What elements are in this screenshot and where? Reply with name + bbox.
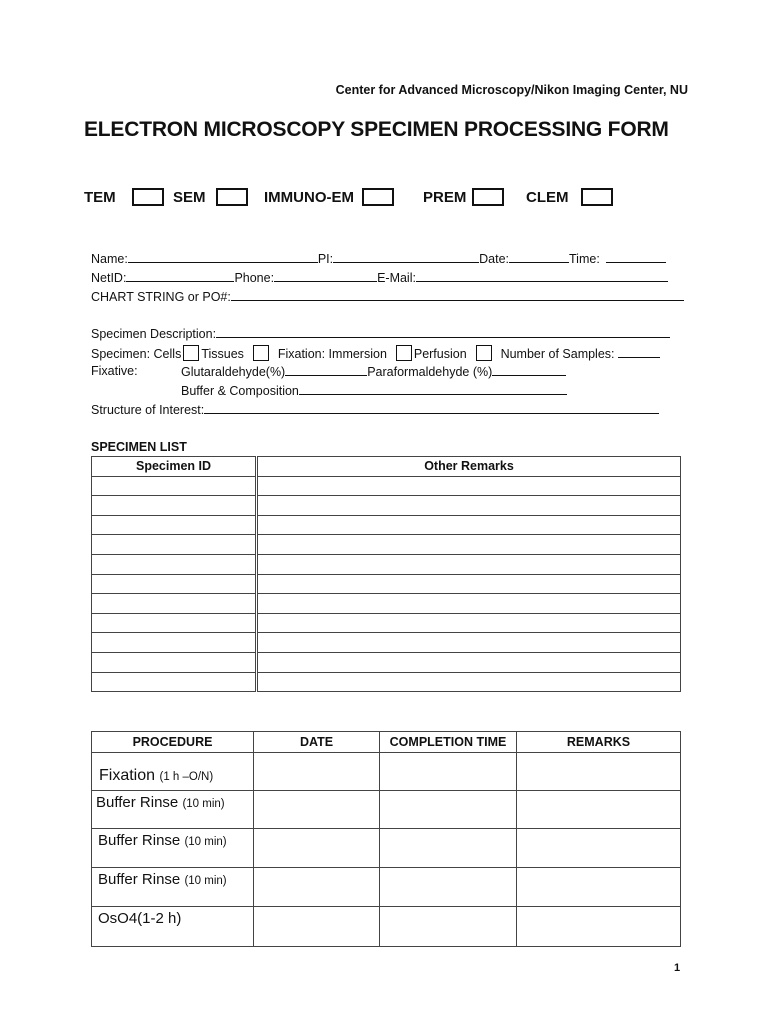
specimen-list-title: SPECIMEN LIST: [91, 440, 187, 454]
table-row: [92, 613, 681, 633]
buffer-composition-field[interactable]: [299, 383, 567, 395]
table-row: [92, 907, 681, 947]
structure-of-interest-label: Structure of Interest:: [91, 403, 205, 417]
remarks-header: REMARKS: [517, 732, 681, 753]
tem-checkbox[interactable]: [132, 188, 164, 206]
email-field[interactable]: [416, 270, 668, 282]
remarks-cell[interactable]: [257, 652, 681, 672]
specimen-id-cell[interactable]: [92, 554, 257, 574]
procedure-name: Buffer Rinse: [98, 832, 181, 849]
structure-of-interest-field[interactable]: [204, 402, 659, 414]
netid-field[interactable]: [126, 270, 234, 282]
date-cell[interactable]: [254, 829, 380, 868]
number-of-samples-label: Number of Samples:: [500, 347, 615, 361]
email-label: E-Mail:: [377, 271, 416, 285]
date-cell[interactable]: [254, 791, 380, 829]
type-label-tem: TEM: [84, 188, 116, 206]
table-row: [92, 791, 681, 829]
completion-time-cell[interactable]: [380, 829, 517, 868]
procedure-duration: (10 min): [184, 836, 227, 848]
immersion-checkbox[interactable]: [396, 345, 412, 361]
procedure-name: Fixation: [99, 767, 156, 784]
procedure-header: PROCEDURE: [92, 732, 254, 753]
date-header: DATE: [254, 732, 380, 753]
paraformaldehyde-field[interactable]: [492, 364, 566, 376]
procedure-duration: (10 min): [182, 798, 225, 810]
phone-label: Phone:: [234, 271, 275, 285]
specimen-id-cell[interactable]: [92, 496, 257, 516]
procedure-cell: [92, 791, 254, 829]
specimen-id-header: Specimen ID: [92, 457, 257, 477]
table-row: [92, 476, 681, 496]
remarks-cell[interactable]: [257, 476, 681, 496]
completion-time-cell[interactable]: [380, 868, 517, 907]
number-of-samples-field[interactable]: [618, 346, 660, 358]
procedure-name: OsO4(1-2 h): [98, 910, 182, 927]
date-cell[interactable]: [254, 868, 380, 907]
specimen-id-cell[interactable]: [92, 672, 257, 692]
sem-checkbox[interactable]: [216, 188, 248, 206]
chart-string-field[interactable]: [231, 289, 684, 301]
remarks-cell[interactable]: [517, 829, 681, 868]
type-label-prem: PREM: [423, 188, 467, 206]
specimen-id-cell[interactable]: [92, 476, 257, 496]
name-field[interactable]: [128, 251, 318, 263]
procedure-cell: [92, 868, 254, 907]
paraformaldehyde-label: Paraformaldehyde (%): [367, 365, 493, 379]
completion-time-cell[interactable]: [380, 753, 517, 791]
procedure-table: [91, 731, 681, 947]
remarks-cell[interactable]: [517, 868, 681, 907]
pi-field[interactable]: [333, 251, 479, 263]
other-remarks-header: Other Remarks: [257, 457, 681, 477]
remarks-cell[interactable]: [517, 753, 681, 791]
buffer-composition-label: Buffer & Composition: [181, 384, 299, 398]
cells-checkbox[interactable]: [183, 345, 199, 361]
table-row: [92, 574, 681, 594]
specimen-id-cell[interactable]: [92, 594, 257, 614]
time-field[interactable]: [606, 251, 666, 263]
date-field[interactable]: [509, 251, 569, 263]
completion-time-cell[interactable]: [380, 791, 517, 829]
specimen-id-cell[interactable]: [92, 515, 257, 535]
specimen-id-cell[interactable]: [92, 574, 257, 594]
procedure-cell: [92, 753, 254, 791]
type-label-clem: CLEM: [526, 188, 569, 206]
type-label-immuno-em: IMMUNO-EM: [264, 188, 354, 206]
procedure-cell: [92, 907, 254, 947]
procedure-header-row: [92, 732, 681, 753]
completion-time-cell[interactable]: [380, 907, 517, 947]
prem-checkbox[interactable]: [472, 188, 504, 206]
specimen-id-cell[interactable]: [92, 652, 257, 672]
specimen-list-header-row: [92, 457, 681, 477]
name-label: Name:: [91, 252, 128, 266]
fixation-immersion-label: Fixation: Immersion: [277, 347, 387, 361]
specimen-list-table: [91, 456, 681, 692]
specimen-id-cell[interactable]: [92, 613, 257, 633]
remarks-cell[interactable]: [517, 791, 681, 829]
tissues-checkbox[interactable]: [253, 345, 269, 361]
procedure-duration: (10 min): [184, 875, 227, 887]
table-row: [92, 652, 681, 672]
table-row: [92, 594, 681, 614]
chart-string-label: CHART STRING or PO#:: [91, 290, 231, 304]
netid-label: NetID:: [91, 271, 127, 285]
procedure-cell: [92, 829, 254, 868]
remarks-cell[interactable]: [257, 574, 681, 594]
table-row: [92, 554, 681, 574]
date-label: Date:: [479, 252, 510, 266]
remarks-cell[interactable]: [257, 672, 681, 692]
remarks-cell[interactable]: [257, 633, 681, 653]
glutaraldehyde-field[interactable]: [285, 364, 367, 376]
specimen-description-label: Specimen Description:: [91, 327, 217, 341]
immuno-em-checkbox[interactable]: [362, 188, 394, 206]
pi-label: PI:: [317, 252, 334, 266]
remarks-cell[interactable]: [257, 594, 681, 614]
procedure-duration: (1 h –O/N): [159, 771, 214, 783]
table-row: [92, 515, 681, 535]
remarks-cell[interactable]: [257, 515, 681, 535]
form-title: ELECTRON MICROSCOPY SPECIMEN PROCESSING FORM: [84, 118, 669, 141]
page-number: 1: [674, 962, 681, 974]
remarks-cell[interactable]: [517, 907, 681, 947]
completion-time-header: COMPLETION TIME: [380, 732, 517, 753]
procedure-name: Buffer Rinse: [96, 794, 179, 811]
table-row: [92, 753, 681, 791]
perfusion-checkbox[interactable]: [476, 345, 492, 361]
remarks-cell[interactable]: [257, 554, 681, 574]
institution-header: Center for Advanced Microscopy/Nikon Imaging Center, NU: [335, 83, 688, 97]
remarks-cell[interactable]: [257, 496, 681, 516]
remarks-cell[interactable]: [257, 535, 681, 555]
tissues-label: Tissues: [201, 347, 244, 361]
type-label-sem: SEM: [173, 188, 206, 206]
remarks-cell[interactable]: [257, 613, 681, 633]
perfusion-label: Perfusion: [413, 347, 467, 361]
table-row: [92, 535, 681, 555]
date-cell[interactable]: [254, 907, 380, 947]
table-row: [92, 868, 681, 907]
clem-checkbox[interactable]: [581, 188, 613, 206]
table-row: [92, 672, 681, 692]
specimen-cells-label: Specimen: Cells: [91, 347, 182, 361]
procedure-name: Buffer Rinse: [98, 871, 181, 888]
phone-field[interactable]: [274, 270, 377, 282]
specimen-id-cell[interactable]: [92, 535, 257, 555]
glutaraldehyde-label: Glutaraldehyde(%): [181, 365, 286, 379]
specimen-id-cell[interactable]: [92, 633, 257, 653]
table-row: [92, 496, 681, 516]
specimen-description-field[interactable]: [216, 326, 670, 338]
fixative-label: Fixative:: [91, 364, 138, 378]
date-cell[interactable]: [254, 753, 380, 791]
table-row: [92, 829, 681, 868]
table-row: [92, 633, 681, 653]
time-label: Time:: [569, 252, 600, 266]
